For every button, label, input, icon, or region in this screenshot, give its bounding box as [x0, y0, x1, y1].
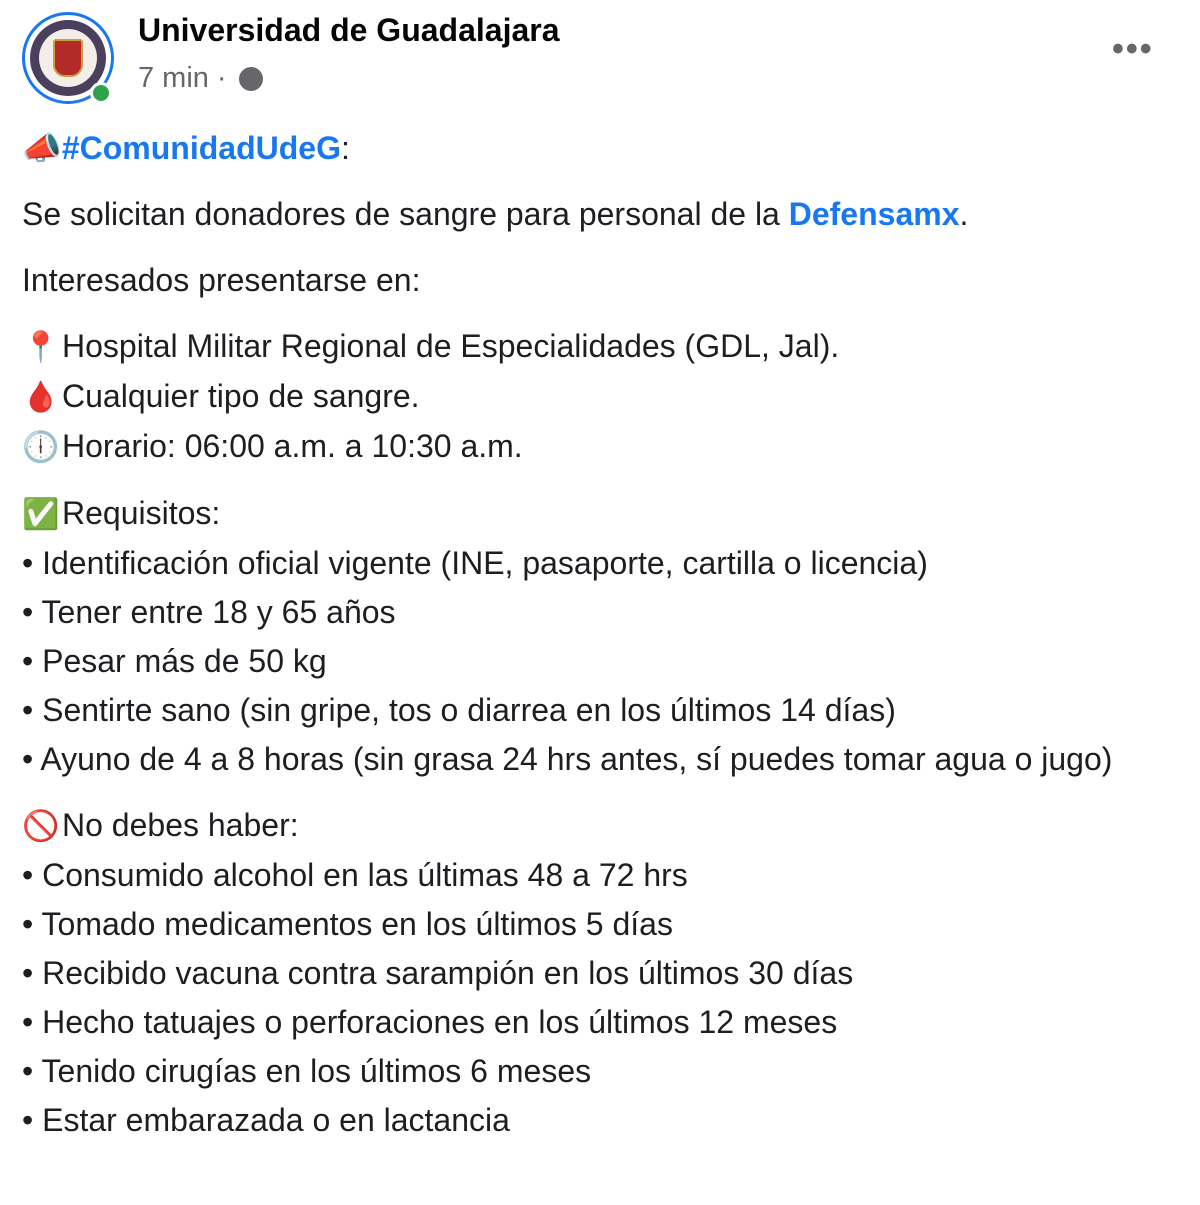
requirement-item: • Identificación oficial vigente (INE, pasaporte, cartilla o licencia) — [22, 545, 928, 581]
clock-icon: 🕕 — [22, 431, 60, 464]
detail-text: Horario: 06:00 a.m. a 10:30 a.m. — [62, 428, 523, 464]
post-time[interactable]: 7 min — [138, 62, 209, 94]
meta-separator: · — [216, 62, 227, 94]
intro-end: . — [959, 196, 969, 232]
requirement-item: • Sentirte sano (sin gripe, tos o diarrea en los últimos 14 días) — [22, 692, 896, 728]
check-mark-icon: ✅ — [22, 498, 60, 531]
shield-icon — [53, 39, 83, 77]
detail-text: Hospital Militar Regional de Especialidades (GDL, Jal). — [62, 328, 840, 364]
hashtag-link[interactable]: #ComunidadUdeG — [61, 130, 341, 166]
post-meta — [138, 62, 263, 95]
hashtag-line — [22, 124, 1172, 173]
page-name[interactable]: Universidad de Guadalajara — [138, 12, 560, 48]
blood-drop-icon: 🩸 — [22, 381, 60, 414]
restriction-item: • Tomado medicamentos en los últimos 5 días — [22, 906, 673, 942]
requirement-item: • Ayuno de 4 a 8 horas (sin grasa 24 hrs antes, sí puedes tomar agua o jugo) — [22, 741, 1113, 777]
details-list — [22, 322, 1172, 472]
intro-paragraph — [22, 190, 1172, 239]
post-body — [22, 124, 1172, 1162]
requirement-item: • Tener entre 18 y 65 años — [22, 594, 396, 630]
restriction-item: • Consumido alcohol en las últimas 48 a 72 hrs — [22, 857, 688, 893]
megaphone-icon: 📣 — [22, 130, 62, 166]
detail-text: Cualquier tipo de sangre. — [62, 378, 420, 414]
pin-icon: 📍 — [22, 331, 60, 364]
restrictions-title: No debes haber: — [62, 807, 299, 843]
requirements-section — [22, 489, 1172, 784]
restriction-item: • Tenido cirugías en los últimos 6 meses — [22, 1053, 592, 1089]
requirement-item: • Pesar más de 50 kg — [22, 643, 327, 679]
restrictions-heading — [22, 801, 1172, 851]
restriction-item: • Estar embarazada o en lactancia — [22, 1102, 510, 1138]
restriction-item: • Hecho tatuajes o perforaciones en los últimos 12 meses — [22, 1004, 838, 1040]
requirements-title: Requisitos: — [62, 495, 221, 531]
intro-text: Se solicitan donadores de sangre para personal de la — [22, 196, 789, 232]
detail-location — [22, 322, 1172, 372]
prohibited-icon: 🚫 — [22, 810, 60, 843]
hashtag-colon: : — [340, 130, 350, 166]
restrictions-section — [22, 801, 1172, 1145]
more-options-button[interactable]: ••• — [1112, 30, 1154, 68]
restriction-item: • Recibido vacuna contra sarampión en los últimos 30 días — [22, 955, 854, 991]
mention-link[interactable]: Defensamx — [788, 196, 960, 232]
detail-blood — [22, 372, 1172, 422]
globe-icon — [239, 67, 263, 91]
online-status-indicator — [90, 82, 112, 104]
detail-schedule — [22, 422, 1172, 472]
location-intro: Interesados presentarse en: — [22, 262, 421, 298]
requirements-heading — [22, 489, 1172, 539]
